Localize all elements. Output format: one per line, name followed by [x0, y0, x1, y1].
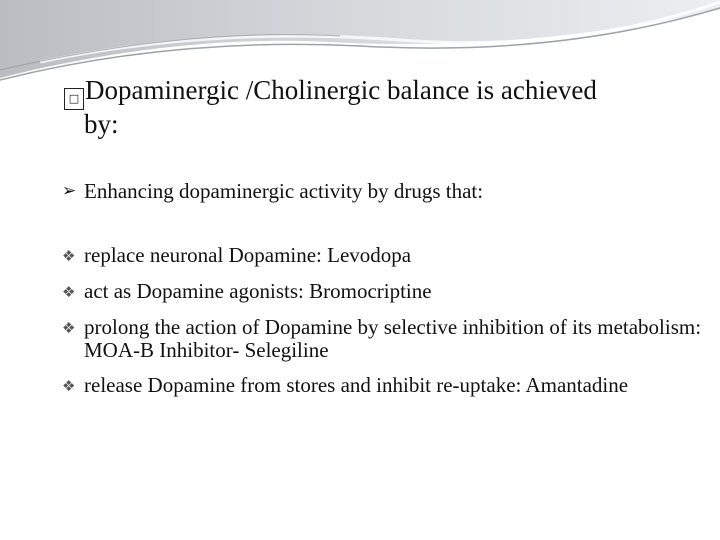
sub-bullet-text: release Dopamine from stores and inhibit re-uptake: Amantadine — [84, 373, 629, 397]
sub-bullet-item — [62, 244, 702, 268]
content-list — [62, 178, 702, 410]
main-bullet-item — [62, 178, 702, 204]
missing-glyph-box: □ — [64, 88, 84, 110]
sub-bullet-text: replace neuronal Dopamine: Levodopa — [84, 243, 412, 267]
diamond-bullet-icon: ❖ — [62, 377, 76, 395]
sub-bullet-text: act as Dopamine agonists: Bromocriptine — [84, 279, 432, 303]
arrow-bullet-icon: ➢ — [62, 181, 77, 201]
diamond-bullet-icon: ❖ — [62, 283, 76, 301]
sub-bullet-item — [62, 280, 702, 304]
title-line-1: Dopaminergic /Cholinergic balance is achieved — [85, 75, 597, 105]
sub-bullet-item — [62, 374, 702, 398]
sub-bullet-item — [62, 316, 702, 362]
main-bullet-text: Enhancing dopaminergic activity by drugs that: — [84, 179, 484, 203]
diamond-bullet-icon: ❖ — [62, 247, 76, 265]
sub-bullet-text: prolong the action of Dopamine by selective inhibition of its metabolism: MOA-B Inhibitor- Selegiline — [84, 315, 702, 362]
diamond-bullet-icon: ❖ — [62, 319, 76, 337]
title-line-2: by: — [84, 109, 119, 139]
slide-title — [64, 76, 684, 138]
